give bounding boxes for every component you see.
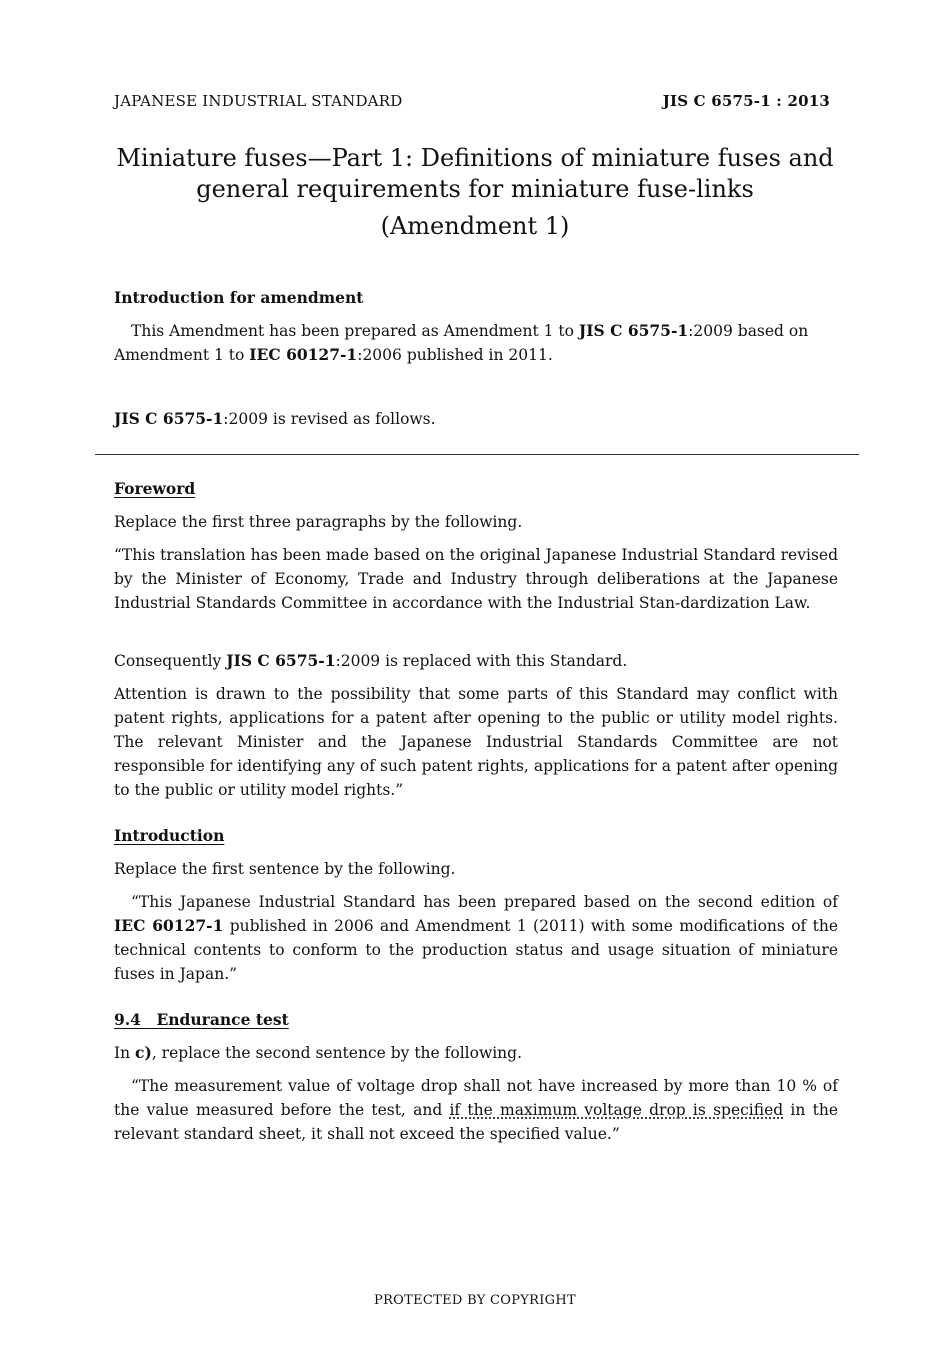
- foreword-heading: Foreword: [114, 479, 196, 498]
- introduction-heading: Introduction: [114, 826, 225, 845]
- foreword-consequently: Consequently JIS C 6575-1:2009 is replaced with this Standard.: [114, 651, 628, 670]
- section-9-4-instruction: In c), replace the second sentence by the following.: [114, 1043, 523, 1062]
- intro-amend-heading: Introduction for amendment: [114, 288, 364, 307]
- header-standard-type: JAPANESE INDUSTRIAL STANDARD: [114, 92, 403, 110]
- intro-amend-paragraph: This Amendment has been prepared as Amendment 1 to JIS C 6575-1:2009 based on Amendment 1 to IEC 60127-1:2006 published in 2011.: [114, 321, 809, 364]
- introduction-quote: “This Japanese Industrial Standard has been prepared based on the second edition of IEC 60127-1 published in 2006 and Amendment 1 (2011) with some modifications of the technical contents to conform to the production status and usage situation of miniature fuses in Japan.”: [114, 893, 838, 983]
- copyright-footer: PROTECTED BY COPYRIGHT: [374, 1293, 576, 1308]
- section-9-4-heading: 9.4 Endurance test: [114, 1010, 289, 1029]
- title-line-2: general requirements for miniature fuse-links: [196, 175, 754, 203]
- revision-statement: JIS C 6575-1:2009 is revised as follows.: [114, 409, 436, 428]
- introduction-instruction: Replace the first sentence by the following.: [114, 860, 456, 878]
- foreword-quote: “This translation has been made based on the original Japanese Industrial Standard revised by the Minister of Economy, Trade and Industry through deliberations at the Japanese Industrial Standards Committee in accordance with the Industrial Stan-dardization Law.: [114, 546, 838, 612]
- title-line-1: Miniature fuses—Part 1: Definitions of miniature fuses and: [116, 144, 834, 172]
- amendment-label: (Amendment 1): [380, 212, 570, 240]
- section-divider: [95, 454, 859, 455]
- foreword-instruction: Replace the first three paragraphs by the following.: [114, 513, 523, 531]
- section-9-4-quote: “The measurement value of voltage drop shall not have increased by more than 10 % of the value measured before the test, and if the maximum voltage drop is specified in the relevant standard sheet, it shall not exceed the specified value.”: [114, 1077, 838, 1143]
- header-standard-number: JIS C 6575-1 : 2013: [662, 92, 830, 110]
- foreword-attention: Attention is drawn to the possibility that some parts of this Standard may conflict with patent rights, applications for a patent after opening to the public or utility model rights. The relevant Minister and the Japanese Industrial Standards Committee are not responsible for identifying any of such patent rights, applications for a patent after opening to the public or utility model rights.”: [114, 685, 838, 799]
